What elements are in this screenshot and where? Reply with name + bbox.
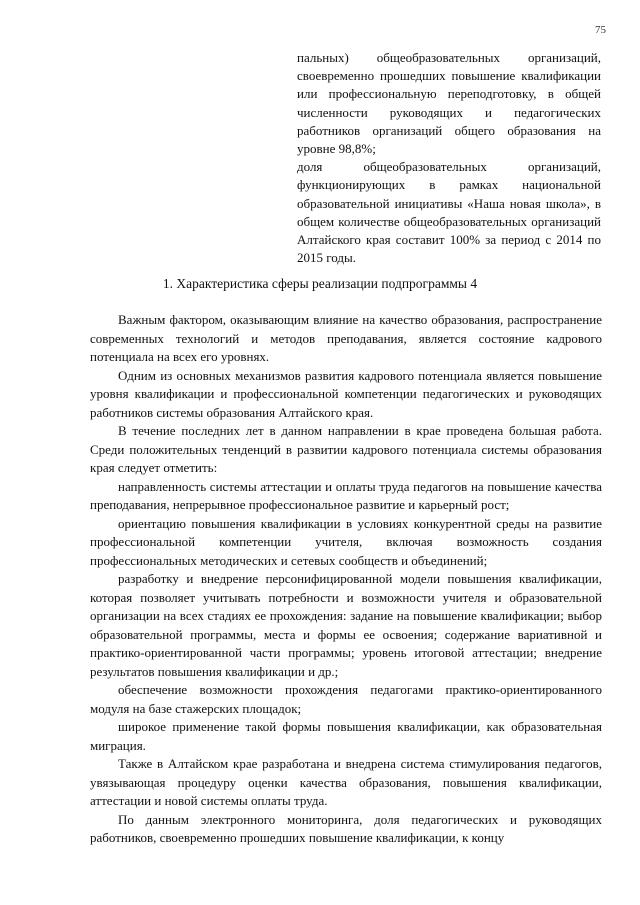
indicator-list-continuation: [297, 49, 601, 267]
paragraph: В течение последних лет в данном направлении в крае проведена большая работа. Среди положительных тенденций в развитии кадрового потенциала системы образования края следует отметить:: [90, 423, 602, 475]
section-body: [90, 311, 602, 848]
paragraph: направленность системы аттестации и оплаты труда педагогов на повышение качества преподавания, непрерывное профессиональное развитие и карьерный рост;: [90, 478, 602, 512]
paragraph: Важным фактором, оказывающим влияние на качество образования, распространение современных технологий и методов преподавания, является состояние кадрового потенциала на всех его уровнях.: [90, 312, 602, 364]
section-title: 1. Характеристика сферы реализации подпрограммы 4: [162, 276, 478, 291]
page-number: 75: [595, 24, 606, 36]
indicator-item: пальных) общеобразовательных организаций, своевременно прошедших повышение квалификации или профессиональную переподготовку, в общей численности руководящих и педагогических работников организаций общего образования на уровне 98,8%;: [297, 50, 601, 157]
paragraph: разработку и внедрение персонифицированной модели повышения квалификации, которая позволяет учитывать потребности и возможности учителя и образовательной организации на всех стадиях ее прохождения: задание на повышение квалификации; выбор образовательной программы, места и формы ее освоения; содержание вариативной и практико-ориентированной части программы; уровень итоговой аттестации; внедрение результатов повышения квалификации и др.;: [90, 571, 602, 679]
paragraph: широкое применение такой формы повышения квалификации, как образовательная миграция.: [90, 719, 602, 753]
paragraph: обеспечение возможности прохождения педагогами практико-ориентированного модуля на базе стажерских площадок;: [90, 682, 602, 716]
indicator-item: доля общеобразовательных организаций, функционирующих в рамках национальной образовательной инициативы «Наша новая школа», в общем количестве общеобразовательных организаций Алтайского края составит 100% за период с 2014 по 2015 годы.: [297, 159, 601, 266]
paragraph: Также в Алтайском крае разработана и внедрена система стимулирования педагогов, увязывающая процедуру оценки качества образования, повышения квалификации, аттестации и новой системы оплаты труда.: [90, 756, 602, 808]
paragraph: Одним из основных механизмов развития кадрового потенциала является повышение уровня квалификации и профессиональной компетенции педагогических и руководящих работников системы образования Алтайского края.: [90, 367, 602, 420]
paragraph: ориентацию повышения квалификации в условиях конкурентной среды на развитие профессиональной компетенции учителя, включая возможность создания профессиональных методических и сетевых сообществ и объединений;: [90, 515, 602, 568]
paragraph: По данным электронного мониторинга, доля педагогических и руководящих работников, своевременно прошедших повышение квалификации, к концу: [90, 811, 602, 845]
